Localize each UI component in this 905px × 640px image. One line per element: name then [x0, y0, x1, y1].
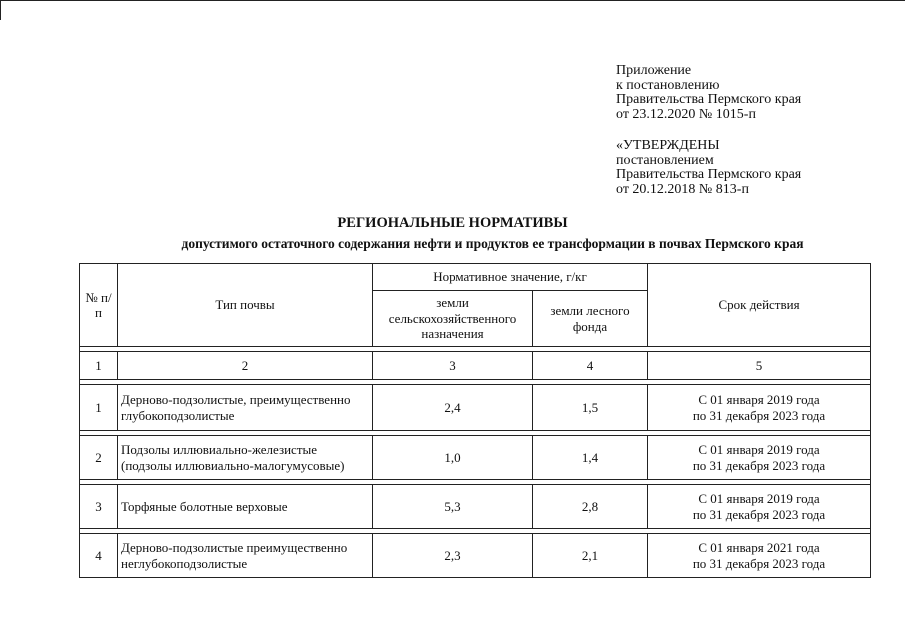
column-number: 3: [373, 352, 533, 380]
column-number: 5: [648, 352, 871, 380]
document-title: РЕГИОНАЛЬНЫЕ НОРМАТИВЫ: [337, 215, 568, 231]
norms-table: [79, 263, 871, 578]
approved-line-3: Правительства Пермского края: [616, 167, 802, 182]
appendix-reference-block: [616, 64, 801, 122]
row-agri-value: 1,0: [373, 436, 533, 480]
validity-from: С 01 января 2019 года: [698, 392, 820, 407]
row-num: 3: [80, 485, 118, 529]
column-number-row: [80, 352, 871, 380]
header-forest-land: земли лесного фонда: [533, 291, 648, 347]
row-validity: [648, 385, 871, 431]
scan-border-top: [0, 0, 905, 1]
approved-line-4: от 20.12.2018 № 813-п: [616, 181, 749, 197]
table-row: [80, 485, 871, 529]
column-number: 2: [118, 352, 373, 380]
validity-to: по 31 декабря 2023 года: [692, 506, 826, 522]
table-row: [80, 534, 871, 578]
row-agri-value: 2,3: [373, 534, 533, 578]
appendix-line-4: от 23.12.2020 № 1015-п: [616, 106, 756, 122]
row-num: 1: [80, 385, 118, 431]
validity-from: С 01 января 2021 года: [698, 540, 820, 555]
header-soil-type: Тип почвы: [118, 264, 373, 347]
row-soil-type: Дерново-подзолистые, преимущественно глубокоподзолистые: [118, 385, 373, 431]
row-num: 4: [80, 534, 118, 578]
document-subtitle: допустимого остаточного содержания нефти и продуктов ее трансформации в почвах Пермского края: [181, 236, 804, 251]
row-forest-value: 1,4: [533, 436, 648, 480]
validity-from: С 01 января 2019 года: [698, 491, 820, 506]
table-row: [80, 436, 871, 480]
validity-to: по 31 декабря 2023 года: [692, 407, 826, 423]
row-forest-value: 2,8: [533, 485, 648, 529]
scan-border-left: [0, 0, 1, 20]
row-agri-value: 5,3: [373, 485, 533, 529]
appendix-line-1: Приложение: [616, 63, 692, 78]
column-number: 4: [533, 352, 648, 380]
row-soil-type: Торфяные болотные верховые: [118, 485, 373, 529]
table-header-row: [80, 264, 871, 291]
header-agri-land: земли сельскохозяйственного назначения: [373, 291, 533, 347]
validity-to: по 31 декабря 2023 года: [692, 457, 826, 473]
approved-line-1: «УТВЕРЖДЕНЫ: [616, 138, 720, 153]
row-forest-value: 2,1: [533, 534, 648, 578]
row-num: 2: [80, 436, 118, 480]
row-validity: [648, 485, 871, 529]
validity-to: по 31 декабря 2023 года: [692, 555, 826, 571]
header-validity: Срок действия: [648, 264, 871, 347]
row-agri-value: 2,4: [373, 385, 533, 431]
row-validity: [648, 534, 871, 578]
approved-line-2: постановлением: [616, 152, 714, 168]
row-forest-value: 1,5: [533, 385, 648, 431]
table-row: [80, 385, 871, 431]
appendix-line-2: к постановлению: [616, 77, 720, 93]
row-soil-type: Подзолы иллювиально-железистые (подзолы иллювиально-малогумусовые): [118, 436, 373, 480]
approved-reference-block: [616, 139, 801, 197]
row-validity: [648, 436, 871, 480]
header-norm-value: Нормативное значение, г/кг: [373, 264, 648, 291]
header-num: № п/п: [80, 264, 118, 347]
validity-from: С 01 января 2019 года: [698, 442, 820, 457]
appendix-line-3: Правительства Пермского края: [616, 92, 802, 107]
row-soil-type: Дерново-подзолистые преимущественно неглубокоподзолистые: [118, 534, 373, 578]
column-number: 1: [80, 352, 118, 380]
